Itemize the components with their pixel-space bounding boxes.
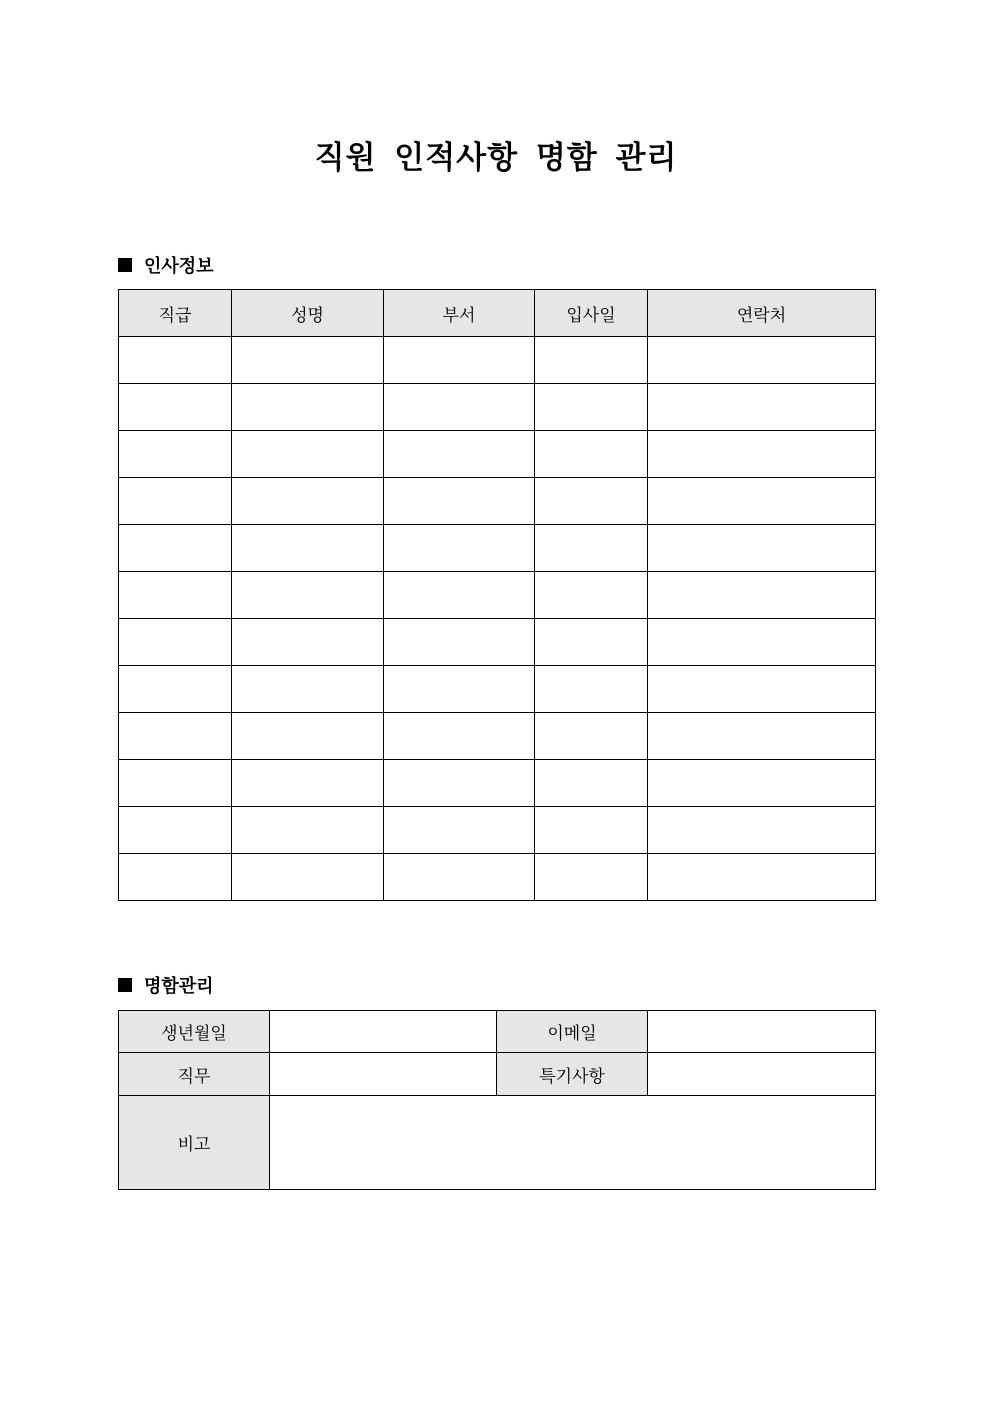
table-row — [119, 854, 876, 901]
table-row — [119, 337, 876, 384]
rank-cell[interactable] — [119, 337, 232, 384]
birthdate-label: 생년월일 — [119, 1011, 270, 1053]
name-cell[interactable] — [232, 431, 384, 478]
department-cell[interactable] — [384, 572, 535, 619]
name-cell[interactable] — [232, 525, 384, 572]
table-row — [119, 1096, 876, 1190]
rank-cell[interactable] — [119, 431, 232, 478]
hire-date-cell[interactable] — [535, 384, 648, 431]
rank-cell[interactable] — [119, 478, 232, 525]
table-row — [119, 1053, 876, 1096]
department-cell[interactable] — [384, 760, 535, 807]
column-header-rank: 직급 — [119, 290, 232, 337]
rank-cell[interactable] — [119, 666, 232, 713]
table-row — [119, 431, 876, 478]
contact-cell[interactable] — [648, 478, 876, 525]
remarks-field[interactable] — [270, 1096, 876, 1190]
email-label: 이메일 — [497, 1011, 648, 1053]
name-cell[interactable] — [232, 478, 384, 525]
column-header-name: 성명 — [232, 290, 384, 337]
job-field[interactable] — [270, 1053, 497, 1096]
section-heading-hr — [118, 252, 214, 278]
contact-cell[interactable] — [648, 760, 876, 807]
rank-cell[interactable] — [119, 525, 232, 572]
table-row — [119, 572, 876, 619]
department-cell[interactable] — [384, 619, 535, 666]
table-row — [119, 807, 876, 854]
rank-cell[interactable] — [119, 854, 232, 901]
square-bullet-icon — [118, 978, 132, 992]
contact-cell[interactable] — [648, 572, 876, 619]
job-label: 직무 — [119, 1053, 270, 1096]
page-title: 직원 인적사항 명함 관리 — [314, 140, 678, 176]
department-cell[interactable] — [384, 666, 535, 713]
section-heading-label: 인사정보 — [144, 256, 214, 277]
department-cell[interactable] — [384, 807, 535, 854]
contact-cell[interactable] — [648, 431, 876, 478]
column-header-contact: 연락처 — [648, 290, 876, 337]
hire-date-cell[interactable] — [535, 572, 648, 619]
hire-date-cell[interactable] — [535, 478, 648, 525]
name-cell[interactable] — [232, 713, 384, 760]
name-cell[interactable] — [232, 807, 384, 854]
name-cell[interactable] — [232, 384, 384, 431]
contact-cell[interactable] — [648, 713, 876, 760]
table-row — [119, 713, 876, 760]
contact-cell[interactable] — [648, 384, 876, 431]
department-cell[interactable] — [384, 854, 535, 901]
hr-table-body — [119, 337, 876, 901]
hire-date-cell[interactable] — [535, 713, 648, 760]
table-row — [119, 384, 876, 431]
table-row — [119, 478, 876, 525]
name-cell[interactable] — [232, 854, 384, 901]
rank-cell[interactable] — [119, 572, 232, 619]
table-row — [119, 1011, 876, 1053]
section-heading-card — [118, 972, 214, 998]
department-cell[interactable] — [384, 431, 535, 478]
hire-date-cell[interactable] — [535, 619, 648, 666]
rank-cell[interactable] — [119, 619, 232, 666]
contact-cell[interactable] — [648, 854, 876, 901]
table-header-row — [119, 290, 876, 337]
department-cell[interactable] — [384, 478, 535, 525]
rank-cell[interactable] — [119, 760, 232, 807]
name-cell[interactable] — [232, 666, 384, 713]
hr-info-table — [118, 289, 876, 901]
name-cell[interactable] — [232, 619, 384, 666]
rank-cell[interactable] — [119, 713, 232, 760]
department-cell[interactable] — [384, 713, 535, 760]
column-header-hire-date: 입사일 — [535, 290, 648, 337]
hire-date-cell[interactable] — [535, 666, 648, 713]
square-bullet-icon — [118, 258, 132, 272]
name-cell[interactable] — [232, 760, 384, 807]
name-cell[interactable] — [232, 572, 384, 619]
contact-cell[interactable] — [648, 619, 876, 666]
contact-cell[interactable] — [648, 807, 876, 854]
table-row — [119, 760, 876, 807]
remarks-label: 비고 — [119, 1096, 270, 1190]
table-row — [119, 525, 876, 572]
contact-cell[interactable] — [648, 666, 876, 713]
hire-date-cell[interactable] — [535, 760, 648, 807]
email-field[interactable] — [648, 1011, 876, 1053]
notes-label: 특기사항 — [497, 1053, 648, 1096]
section-heading-label: 명함관리 — [144, 976, 214, 997]
hire-date-cell[interactable] — [535, 854, 648, 901]
rank-cell[interactable] — [119, 807, 232, 854]
hire-date-cell[interactable] — [535, 807, 648, 854]
department-cell[interactable] — [384, 525, 535, 572]
column-header-department: 부서 — [384, 290, 535, 337]
contact-cell[interactable] — [648, 337, 876, 384]
table-row — [119, 619, 876, 666]
birthdate-field[interactable] — [270, 1011, 497, 1053]
table-row — [119, 666, 876, 713]
department-cell[interactable] — [384, 337, 535, 384]
department-cell[interactable] — [384, 384, 535, 431]
contact-cell[interactable] — [648, 525, 876, 572]
hire-date-cell[interactable] — [535, 525, 648, 572]
hire-date-cell[interactable] — [535, 337, 648, 384]
name-cell[interactable] — [232, 337, 384, 384]
business-card-table — [118, 1010, 876, 1190]
hire-date-cell[interactable] — [535, 431, 648, 478]
notes-field[interactable] — [648, 1053, 876, 1096]
rank-cell[interactable] — [119, 384, 232, 431]
